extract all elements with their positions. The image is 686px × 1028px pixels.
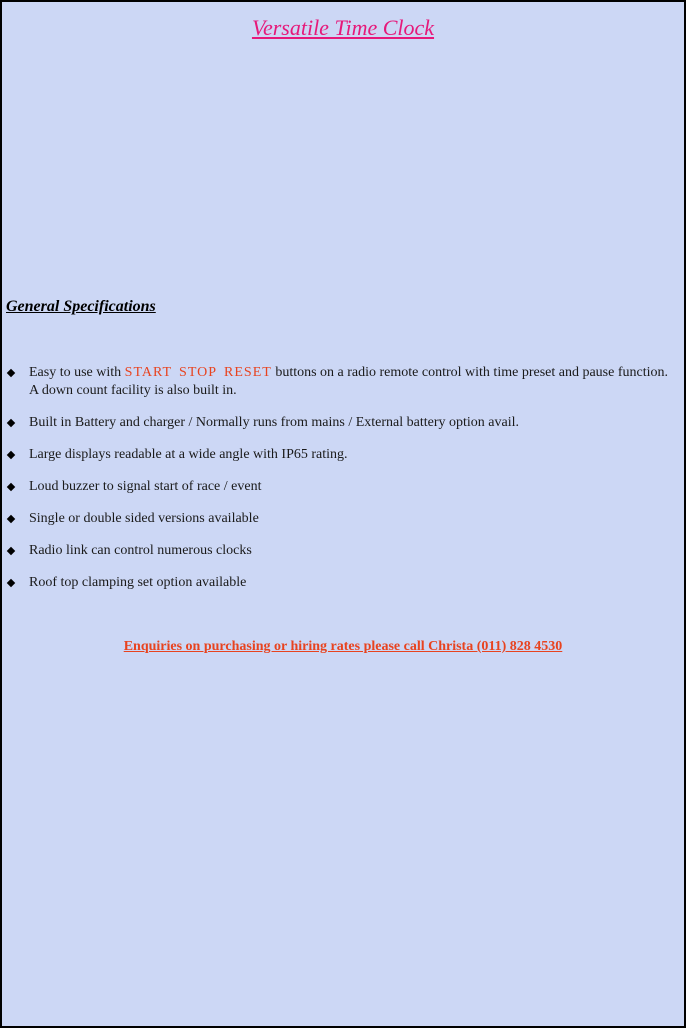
specifications-list xyxy=(2,364,672,592)
spec-text: Roof top clamping set option available xyxy=(29,575,247,590)
spec-text: Radio link can control numerous clocks xyxy=(29,543,252,558)
spec-item-battery xyxy=(2,414,672,432)
spec-text: Built in Battery and charger / Normally runs from mains / External battery option avail. xyxy=(29,415,520,430)
spec-item-displays xyxy=(2,446,672,464)
keyword-start: START xyxy=(124,365,173,380)
specifications-heading: General Specifications xyxy=(6,298,156,315)
diamond-bullet-icon xyxy=(7,515,15,523)
spec-text-after: buttons on a radio remote control with time preset and pause function. A down count facility is also built in. xyxy=(29,365,668,398)
spec-text: Single or double sided versions available xyxy=(29,511,259,526)
enquiry-link[interactable]: Enquiries on purchasing or hiring rates please call Christa (011) 828 4530 xyxy=(123,639,563,654)
spec-item-roof-clamp xyxy=(2,574,672,592)
spec-item-remote-control xyxy=(2,364,672,400)
diamond-bullet-icon xyxy=(7,419,15,427)
spec-item-versions xyxy=(2,510,672,528)
diamond-bullet-icon xyxy=(7,451,15,459)
keyword-reset: RESET xyxy=(224,365,272,380)
spec-text: Large displays readable at a wide angle with IP65 rating. xyxy=(29,447,348,462)
diamond-bullet-icon xyxy=(7,369,15,377)
diamond-bullet-icon xyxy=(7,579,15,587)
spec-item-radio-link xyxy=(2,542,672,560)
keyword-stop: STOP xyxy=(179,365,218,380)
spec-text: Loud buzzer to signal start of race / event xyxy=(29,479,262,494)
spec-text-before: Easy to use with xyxy=(29,365,125,380)
spec-item-buzzer xyxy=(2,478,672,496)
page-title: Versatile Time Clock xyxy=(251,15,435,40)
diamond-bullet-icon xyxy=(7,547,15,555)
diamond-bullet-icon xyxy=(7,483,15,491)
